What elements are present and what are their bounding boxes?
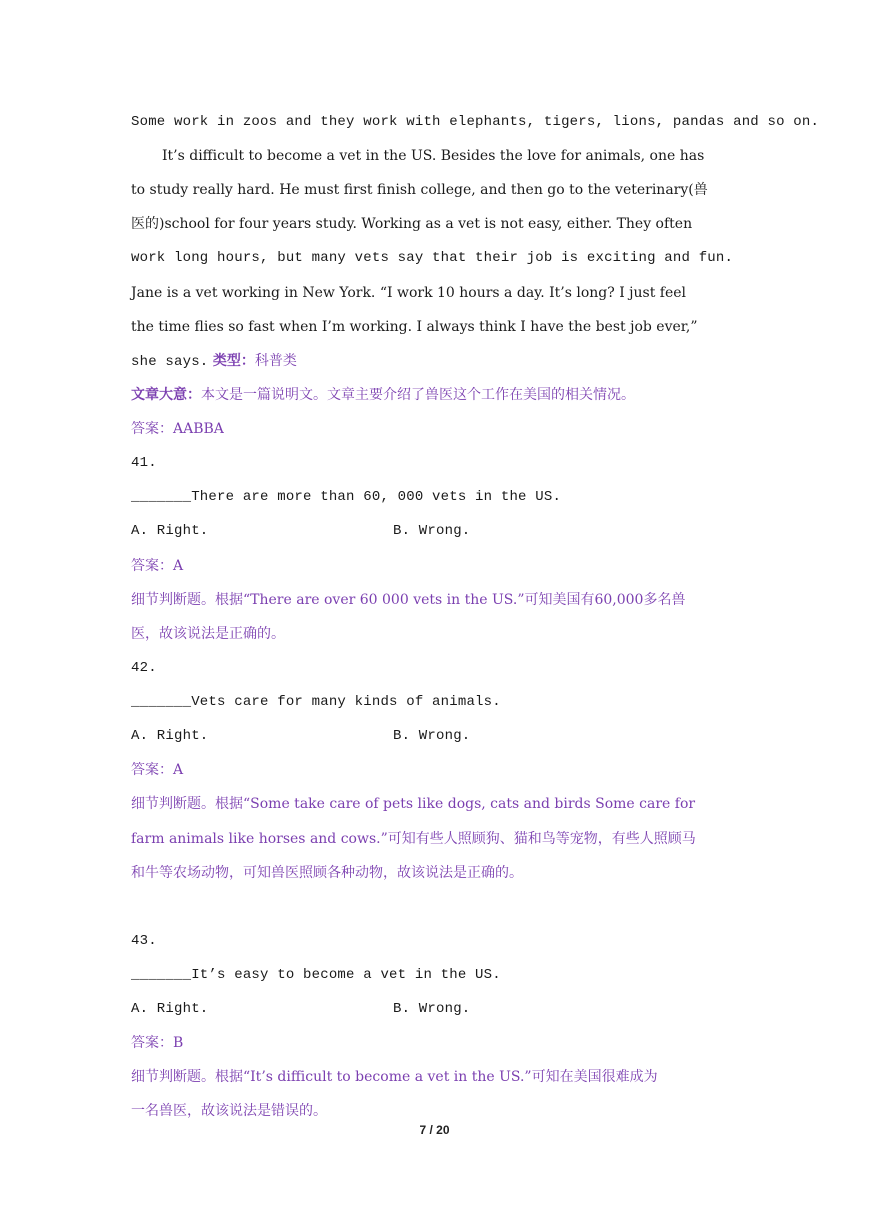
question-answer: 答案：B [131,1035,184,1051]
passage-line: Jane is a vet working in New York. “I work 10 hours a day. It’s long? I just feel [131,285,687,301]
question-stem: _______It’s easy to become a vet in the US. [131,967,501,983]
question-answer: 答案：A [131,558,184,574]
option-a: A. Right. [131,523,209,539]
question-explanation: 和牛等农场动物，可知兽医照顾各种动物，故该说法是正确的。 [131,865,523,881]
option-a: A. Right. [131,728,209,744]
summary-label: 文章大意： [131,387,201,403]
question-options [131,726,741,746]
question-answer: 答案：A [131,762,184,778]
option-b: B. Wrong. [393,1001,471,1017]
passage-line: Some work in zoos and they work with elephants, tigers, lions, pandas and so on. [131,114,820,130]
page-number: 7 / 20 [419,1123,450,1137]
question-explanation: 医，故该说法是正确的。 [131,626,285,642]
passage-last-line [131,351,741,372]
passage-line: the time flies so fast when I’m working. I always think I have the best job ever,” [131,319,698,335]
question-explanation: farm animals like horses and cows.”可知有些人照顾狗、猫和鸟等宠物，有些人照顾马 [131,831,696,847]
type-value: 科普类 [254,353,297,369]
question-options [131,999,741,1019]
question-explanation: 一名兽医，故该说法是错误的。 [131,1103,327,1119]
question-explanation: 细节判断题。根据“It’s difficult to become a vet in the US.”可知在美国很难成为 [131,1069,658,1085]
summary-line [131,385,741,405]
passage-line: work long hours, but many vets say that their job is exciting and fun. [131,250,734,266]
passage-line-end: she says. [131,354,209,370]
passage-line: 医的)school for four years study. Working as a vet is not easy, either. They often [131,216,693,232]
question-explanation: 细节判断题。根据“Some take care of pets like dogs, cats and birds Some care for [131,796,696,812]
question-explanation: 细节判断题。根据“There are over 60 000 vets in the US.”可知美国有60,000多名兽 [131,592,686,608]
question-stem: _______There are more than 60, 000 vets in the US. [131,489,562,505]
summary-value: 本文是一篇说明文。文章主要介绍了兽医这个工作在美国的相关情况。 [201,387,635,403]
question-options [131,521,741,541]
question-number: 43. [131,933,157,949]
passage-line: to study really hard. He must first finish college, and then go to the veterinary(兽 [131,182,708,198]
question-number: 42. [131,660,157,676]
option-b: B. Wrong. [393,523,471,539]
type-label: 类型： [212,353,255,369]
question-stem: _______Vets care for many kinds of animals. [131,694,501,710]
option-b: B. Wrong. [393,728,471,744]
option-a: A. Right. [131,1001,209,1017]
question-number: 41. [131,455,157,471]
answer-key: 答案：AABBA [131,421,224,437]
passage-line: It’s difficult to become a vet in the US. Besides the love for animals, one has [162,148,705,164]
